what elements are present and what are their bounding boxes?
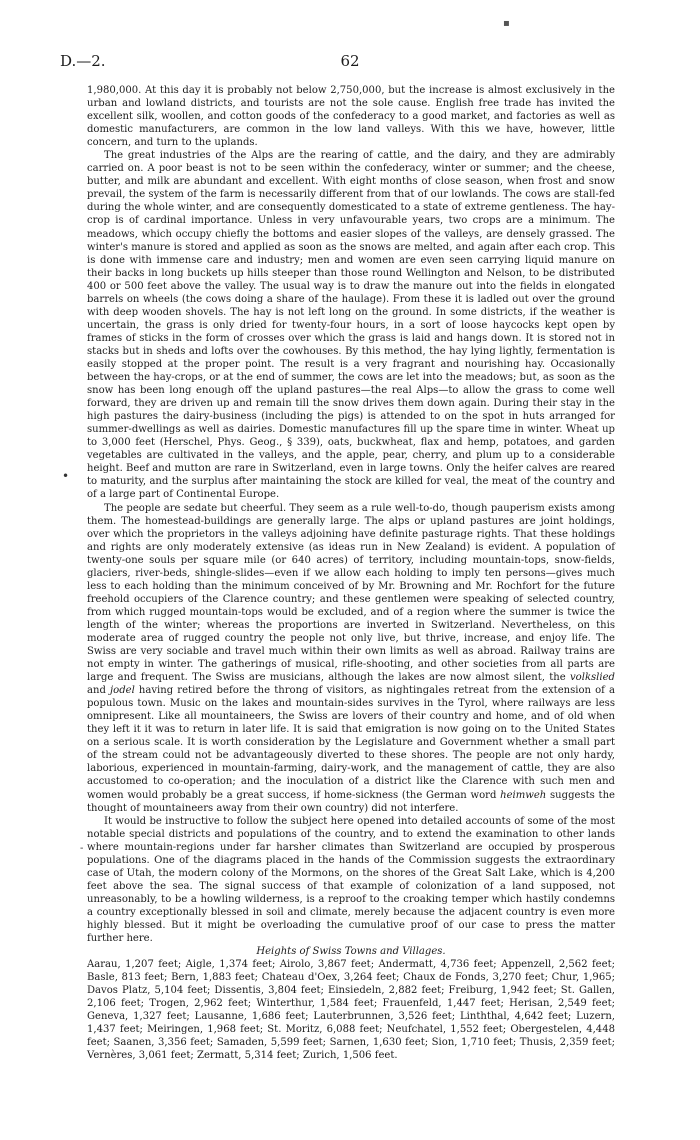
- page-header: [60, 52, 640, 74]
- paragraph-2: The great industries of the Alps are the rearing of cattle, and the dairy, and they are admirably carried on. A poor beast is not to be seen within the confederacy, winter or summer; and the cheese, butter, and milk are abundant and excellent. With eight months of close season, when frost and snow prevail, the system of the farm is necessarily different from that of our lowlands. The cows are stall-fed during the whole winter, and are consequently domesticated to a state of extreme gentleness. The hay-crop is of cardinal importance. Unless in very unfavourable years, two crops are a minimum. The meadows, which occupy chiefly the bottoms and easier slopes of the valleys, are densely grassed. The winter's manure is stored and applied as soon as the snows are melted, and again after each crop. This is done with immense care and industry; men and women are even seen carrying liquid manure on their backs in long buckets up hills steeper than those round Wellington and Nelson, to be distributed 400 or 500 feet above the valley. The usual way is to draw the manure out into the fields in elongated barrels on wheels (the cows doing a share of the haulage). From these it is ladled out over the ground with deep wooden shovels. The hay is not left long on the ground. In some districts, if the weather is uncertain, the grass is only dried for twenty-four hours, in a sort of loose haycocks kept open by frames of sticks in the form of crosses over which the grass is laid and hangs down. It is stored not in stacks but in sheds and lofts over the cowhouses. By this method, the hay lying lightly, fermentation is easily stopped at the proper point. The result is a very fragrant and nourishing hay. Occasionally between the hay-crops, or at the end of summer, the cows are let into the meadows; but, as soon as the snow has been long enough off the upland pastures—the real Alps—to allow the grass to come well forward, they are driven up and remain till the snow drives them down again. During their stay in the high pastures the dairy-business (including the pigs) is attended to on the spot in huts arranged for summer-dwellings as well as dairies. Domestic manufactures fill up the spare time in winter. Wheat up to 3,000 feet (Herschel, Phys. Geog., § 339), oats, buckwheat, flax and hemp, potatoes, and garden vegetables are cultivated in the valleys, and the apple, pear, cherry, and plum up to a considerable height. Beef and mutton are rare in Switzerland, even in large towns. Only the heifer calves are reared to maturity, and the surplus after maintaining the stock are killed for veal, the meat of the country and of a large part of Continental Europe.: [87, 150, 615, 501]
- term-volkslied: volkslied: [570, 672, 615, 684]
- margin-dot: •: [62, 469, 70, 483]
- page-number: 62: [340, 52, 360, 70]
- heights-list: Aarau, 1,207 feet; Aigle, 1,374 feet; Airolo, 3,867 feet; Andermatt, 4,736 feet; Appenzell, 2,562 feet; Basle, 813 feet; Bern, 1,883 feet; Chateau d'Oex, 3,264 feet; Chaux de Fonds, 3,270 feet; Chur, 1,965; Davos Platz, 5,104 feet; Dissentis, 3,804 feet; Einsiedeln, 2,882 feet; Freiburg, 1,942 feet; St. Gallen, 2,106 feet; Trogen, 2,962 feet; Winterthur, 1,584 feet; Frauenfeld, 1,447 feet; Herisan, 2,549 feet; Geneva, 1,327 feet; Lausanne, 1,686 feet; Lauterbrunnen, 3,526 feet; Linththal, 4,642 feet; Luzern, 1,437 feet; Meiringen, 1,968 feet; St. Moritz, 6,088 feet; Neufchatel, 1,552 feet; Obergestelen, 4,448 feet; Saanen, 3,356 feet; Samaden, 5,599 feet; Sarnen, 1,630 feet; Sion, 1,710 feet; Thusis, 2,359 feet; Vernères, 3,061 feet; Zermatt, 5,314 feet; Zurich, 1,506 feet.: [87, 959, 615, 1062]
- paragraph-3-part-b: having retired before the throng of visitors, as nightingales retreat from the extension of a populous town. Music on the lakes and mountain-sides survives in the Tyrol, where railways are less omnipresent. Like all mountaineers, the Swiss are lovers of their country and home, and of old when they left it it was to return in later life. It is said that emigration is now going on to the United States on a serious scale. It is worth consideration by the Legislature and Government whether a small part of the stream could not be advantageously diverted to these shores. The people are not only hardy, laborious, experienced in mountain-farming, dairy-work, and the management of cattle, they are also accustomed to co-operation; and the inoculation of a district like the Clarence with such men and women would probably be a great success, if home-sickness (the German word: [87, 685, 616, 801]
- paragraph-4: It would be instructive to follow the subject here opened into detailed accounts of some of the most notable special districts and populations of the country, and to extend the examination to other lands where mountain-regions under far harsher climates than Switzerland are occupied by prosperous populations. One of the diagrams placed in the hands of the Commission suggests the extraordinary case of Utah, the modern colony of the Mormons, on the shores of the Great Salt Lake, which is 4,200 feet above the sea. The signal success of that example of colonization of a land supposed, not unreasonably, to be a howling wilderness, is a reproof to the croaking temper which hastily condemns a country exceptionally blessed in soil and climate, merely because the adjacent country is even more highly blessed. But it might be overloading the cumulative proof of our case to press the matter further here.: [87, 815, 615, 945]
- term-jodel: jodel: [110, 685, 135, 697]
- paragraph-3-part-c: suggests the thought of mountaineers away from their own country) did not interfere.: [87, 789, 615, 814]
- paragraph-3: [87, 502, 615, 815]
- heights-heading: Heights of Swiss Towns and Villages.: [256, 946, 446, 958]
- paragraph-3-part-a: The people are sedate but cheerful. They seem as a rule well-to-do, though pauperism exists among them. The homestead-buildings are generally large. The alps or upland pastures are joint holdings, over which the proprietors in the valleys adjoining have definite pasturage rights. That these holdings and rights are only moderately extensive (as ideas run in New Zealand) is evident. A population of twenty-one souls per square mile (or 640 acres) of territory, including mountain-tops, snow-fields, glaciers, river-beds, shingle-slides—even if we allow each holding to imply ten persons—gives much less to each holding than the minimum conceived of by Mr. Browning and Mr. Rochfort for the future freehold occupiers of the Clarence country; and these gentlemen were speaking of selected country, from which rugged mountain-tops would be excluded, and of a region where the summer is twice the length of the winter; whereas the proportions are inverted in Switzerland. Nevertheless, on this moderate area of rugged country the people not only live, but thrive, increase, and enjoy life. The Swiss are very sociable and travel much within their own limits as well as abroad. Railway trains are not empty in winter. The gatherings of musical, rifle-shooting, and other societies from all parts are large and frequent. The Swiss are musicians, although the lakes are now almost silent, the: [87, 502, 615, 684]
- document-id: D.—2.: [60, 52, 106, 70]
- paragraph-1: 1,980,000. At this day it is probably not below 2,750,000, but the increase is almost exclusively in the urban and lowland districts, and tourists are not the sole cause. English free trade has invited the excellent silk, woollen, and cotton goods of the confederacy to a good market, and factories as well as domestic manufacturers, are common in the low land valleys. With this we have, however, little concern, and turn to the uplands.: [87, 85, 615, 149]
- paragraph-3-and: and: [87, 685, 111, 697]
- term-heimweh: heimweh: [500, 789, 547, 801]
- margin-dash: -: [80, 843, 84, 854]
- body-text: [87, 84, 615, 1063]
- margin-mark: ▪: [503, 18, 510, 29]
